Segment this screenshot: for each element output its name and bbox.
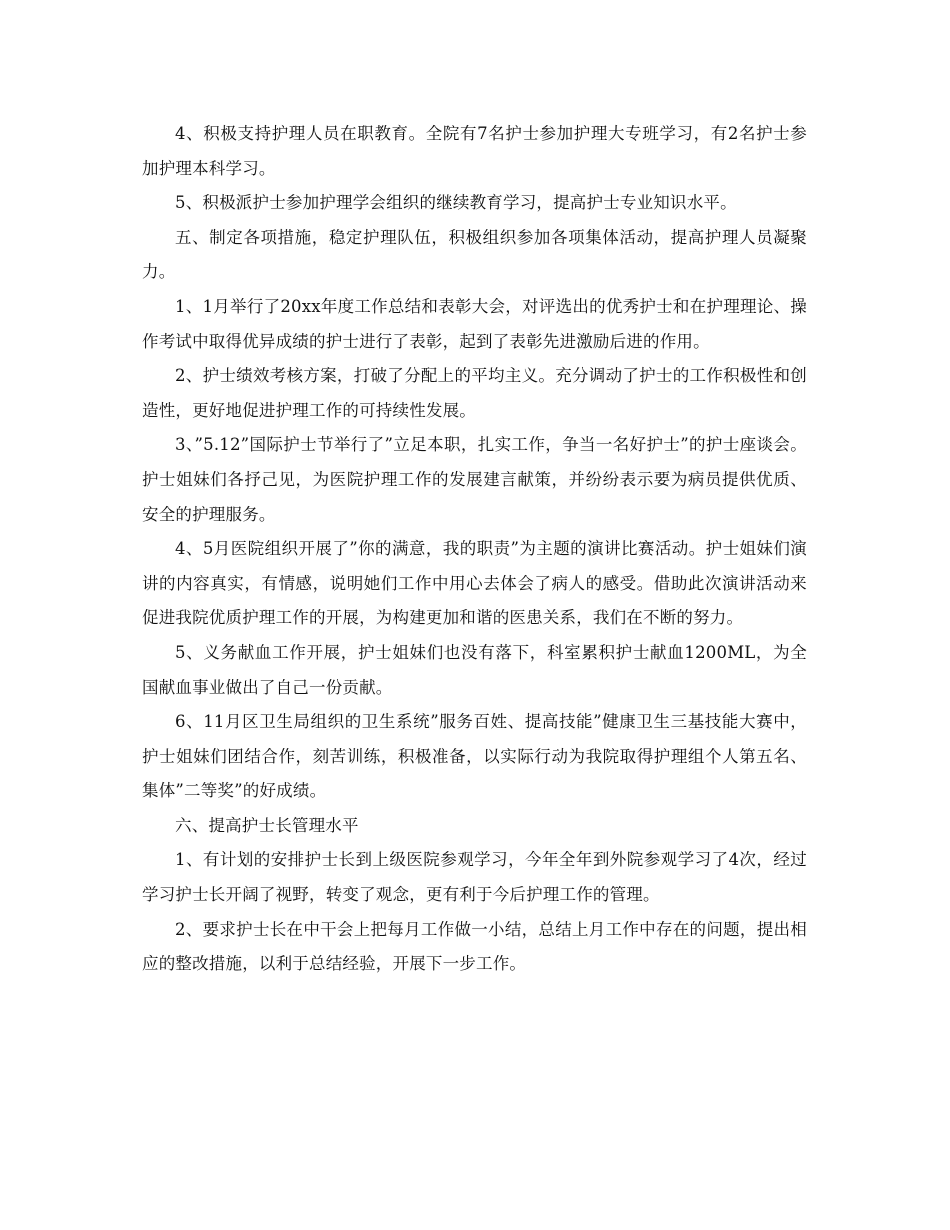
section-heading: 五、制定各项措施，稳定护理队伍，积极组织参加各项集体活动，提高护理人员凝聚力。 bbox=[142, 227, 807, 282]
paragraph: 5、义务献血工作开展，护士姐妹们也没有落下，科室累积护士献血1200ML，为全国献血事业做出了自己一份贡献。 bbox=[142, 642, 807, 697]
paragraph: 6、11月区卫生局组织的卫生系统”服务百姓、提高技能”健康卫生三基技能大赛中，护士姐妹们团结合作，刻苦训练，积极准备，以实际行动为我院取得护理组个人第五名、集体”二等奖”的好成绩。 bbox=[142, 712, 807, 801]
paragraph: 4、积极支持护理人员在职教育。全院有7名护士参加护理大专班学习，有2名护士参加护理本科学习。 bbox=[142, 124, 807, 178]
paragraph: 2、要求护士长在中干会上把每月工作做一小结，总结上月工作中存在的问题，提出相应的整改措施，以利于总结经验，开展下一步工作。 bbox=[142, 919, 807, 974]
paragraph: 5、积极派护士参加护理学会组织的继续教育学习，提高护士专业知识水平。 bbox=[175, 193, 737, 213]
paragraph: 3、”5.12”国际护士节举行了”立足本职，扎实工作，争当一名好护士”的护士座谈会。护士姐妹们各抒己见，为医院护理工作的发展建言献策，并纷纷表示要为病员提供优质、安全的护理服务。 bbox=[142, 435, 807, 524]
paragraph: 2、护士绩效考核方案，打破了分配上的平均主义。充分调动了护士的工作积极性和创造性，更好地促进护理工作的可持续性发展。 bbox=[142, 366, 807, 420]
section-heading: 六、提高护士长管理水平 bbox=[175, 815, 359, 835]
paragraph: 1、1月举行了20xx年度工作总结和表彰大会，对评选出的优秀护士和在护理理论、操作考试中取得优异成绩的护士进行了表彰，起到了表彰先进激励后进的作用。 bbox=[142, 296, 807, 351]
paragraph: 1、有计划的安排护士长到上级医院参观学习，今年全年到外院参观学习了4次，经过学习护士长开阔了视野，转变了观念，更有利于今后护理工作的管理。 bbox=[142, 850, 807, 905]
paragraph: 4、5月医院组织开展了”你的满意，我的职责”为主题的演讲比赛活动。护士姐妹们演讲的内容真实，有情感，说明她们工作中用心去体会了病人的感受。借助此次演讲活动来促进我院优质护理工作的开展，为构建更加和谐的医患关系，我们在不断的努力。 bbox=[142, 539, 807, 628]
document-body bbox=[142, 117, 807, 982]
